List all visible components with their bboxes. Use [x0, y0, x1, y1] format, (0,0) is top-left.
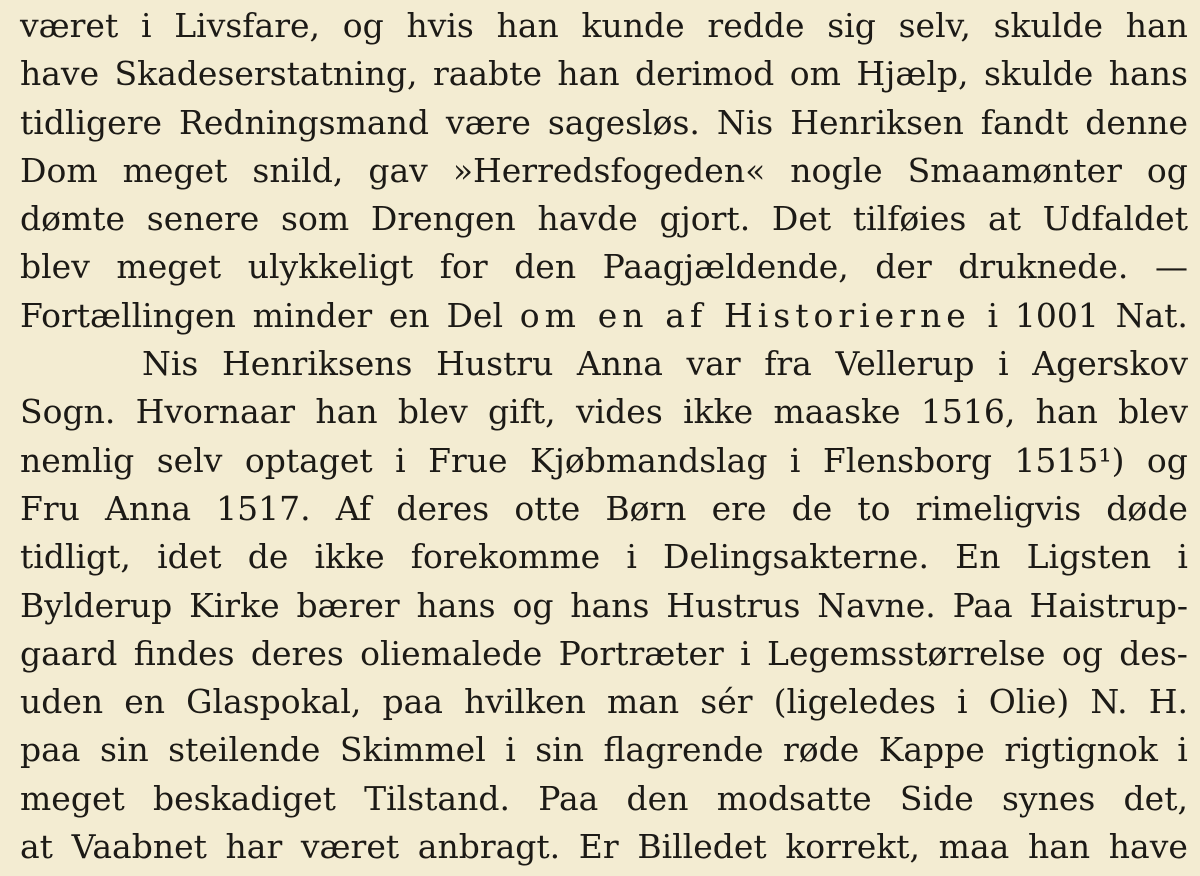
word: i	[626, 537, 637, 577]
word: i	[957, 682, 968, 722]
word: det,	[1123, 778, 1188, 818]
footnote-reference: 1515¹)	[1014, 440, 1125, 480]
word: Kjøbmandslag	[529, 440, 768, 480]
word: minder	[252, 295, 373, 335]
word: de	[791, 488, 833, 528]
word: han	[557, 54, 620, 94]
word: steilende	[168, 730, 321, 770]
word: Glaspokal,	[186, 682, 362, 722]
word: Hvornaar	[135, 392, 296, 432]
text-line	[20, 2, 1188, 50]
word: Vaabnet	[71, 827, 207, 867]
word: —	[1154, 247, 1188, 287]
word: Anna	[576, 344, 663, 384]
word: i	[505, 730, 516, 770]
word: gaard	[20, 633, 118, 673]
word: i	[395, 440, 406, 480]
word: tilføies	[852, 199, 967, 239]
word: rigtignok	[1004, 730, 1158, 770]
word: Er	[578, 827, 619, 867]
word: en	[124, 682, 166, 722]
word: og	[342, 6, 384, 45]
word: en	[597, 295, 649, 335]
word: Dom	[20, 150, 98, 190]
word: Flensborg	[822, 440, 992, 480]
word: korrekt,	[785, 827, 921, 867]
word: modsatte	[716, 778, 872, 818]
word: han	[496, 6, 559, 45]
word: en	[388, 295, 430, 335]
word: af	[665, 295, 708, 335]
word: i	[1177, 537, 1188, 577]
word: har	[225, 827, 283, 867]
word: beskadiget	[153, 778, 336, 818]
word: des-	[1119, 633, 1188, 673]
word: synes	[1002, 778, 1096, 818]
word: nemlig	[20, 440, 135, 480]
word: En	[955, 537, 1001, 577]
word: havde	[537, 199, 638, 239]
word: uden	[20, 682, 104, 722]
word: ulykkeligt	[247, 247, 414, 287]
word: Ligsten	[1026, 537, 1152, 577]
word: Sogn.	[20, 392, 116, 432]
text-line	[20, 340, 1188, 388]
word: Del	[446, 295, 504, 335]
word: ere	[711, 488, 767, 528]
word: (ligeledes	[773, 682, 936, 722]
word: den	[514, 247, 577, 287]
word: skulde	[983, 54, 1094, 94]
word: Fru	[20, 488, 80, 528]
word: Henriksens	[221, 344, 413, 384]
word: Olie)	[988, 682, 1070, 722]
word: Portræter	[558, 633, 724, 673]
word: selv	[156, 440, 223, 480]
word: snild,	[252, 150, 344, 190]
word: dømte	[20, 199, 126, 239]
word: tidligere	[20, 102, 163, 142]
word: 1001	[1014, 295, 1099, 335]
word: Det	[771, 199, 832, 239]
word: fra	[764, 344, 812, 384]
word: forekomme	[410, 537, 601, 577]
word: flagrende	[603, 730, 764, 770]
word: Frue	[428, 440, 508, 480]
word: Livsfare,	[174, 6, 320, 45]
word: gift,	[488, 392, 556, 432]
word: Udfaldet	[1042, 199, 1188, 239]
text-line	[20, 292, 1188, 340]
word: Agerskov	[1032, 344, 1188, 384]
word: om	[519, 295, 581, 335]
word: oliemalede	[360, 633, 543, 673]
word: sagesløs.	[547, 102, 700, 142]
word: røde	[782, 730, 860, 770]
word: »Herredsfogeden«	[452, 150, 766, 190]
word: Anna	[105, 488, 192, 528]
word: at	[988, 199, 1021, 239]
text-line	[20, 99, 1188, 147]
word: være	[445, 102, 531, 142]
word: og	[1146, 150, 1188, 190]
word: tidligt,	[20, 537, 131, 577]
word: døde	[1106, 488, 1188, 528]
word: otte	[514, 488, 581, 528]
word: i	[740, 633, 751, 673]
word: nogle	[790, 150, 883, 190]
word: sér	[700, 682, 753, 722]
word: Legemsstørrelse	[767, 633, 1046, 673]
word: hans	[416, 585, 496, 625]
word: denne	[1085, 102, 1188, 142]
word: blev	[397, 392, 468, 432]
word: 1516,	[920, 392, 1016, 432]
text-line	[20, 50, 1188, 98]
word: paa	[382, 682, 443, 722]
word: ikke	[683, 392, 754, 432]
word: skulde	[993, 6, 1103, 45]
text-line	[20, 775, 1188, 823]
word: Af	[335, 488, 372, 528]
word: Kappe	[878, 730, 985, 770]
word: redde	[707, 6, 805, 45]
word: druknede.	[958, 247, 1129, 287]
word: og	[512, 585, 554, 625]
word: deres	[396, 488, 490, 528]
body-text	[20, 0, 1188, 871]
text-line	[20, 630, 1188, 678]
word: to	[857, 488, 891, 528]
word: for	[439, 247, 488, 287]
word: i	[987, 295, 999, 335]
word: han	[1035, 392, 1098, 432]
text-line	[20, 823, 1188, 871]
word: været	[20, 6, 119, 45]
word: sig	[827, 6, 876, 45]
text-line	[20, 195, 1188, 243]
word: derimod	[635, 54, 775, 94]
word: Paa	[538, 778, 599, 818]
word: i	[140, 6, 152, 45]
word: at	[20, 827, 53, 867]
word: H.	[1148, 682, 1188, 722]
text-line	[20, 147, 1188, 195]
text-line	[20, 437, 1188, 485]
word: Paa	[952, 585, 1013, 625]
word: i	[789, 440, 801, 480]
text-line	[20, 533, 1188, 581]
word: kunde	[581, 6, 685, 45]
word: gav	[368, 150, 428, 190]
word: og	[1061, 633, 1103, 673]
word: bærer	[296, 585, 400, 625]
word: selv,	[898, 6, 971, 45]
word: sin	[99, 730, 149, 770]
word: Nis	[716, 102, 774, 142]
word: hvilken	[464, 682, 586, 722]
word: om	[789, 54, 841, 94]
word: var	[686, 344, 741, 384]
word: Fortællingen	[20, 295, 236, 335]
word: Side	[899, 778, 974, 818]
word: anbragt.	[417, 827, 561, 867]
word: i	[1177, 730, 1188, 770]
word: sin	[535, 730, 584, 770]
word: Nis	[142, 344, 199, 384]
word: Bylderup	[20, 585, 173, 625]
word: Drengen	[370, 199, 516, 239]
word: Nat.	[1115, 295, 1188, 335]
word: Hjælp,	[856, 54, 969, 94]
word: han	[1027, 827, 1091, 867]
word: Børn	[605, 488, 687, 528]
word: Henriksen	[790, 102, 964, 142]
word: paa	[20, 730, 81, 770]
word: meget	[116, 247, 222, 287]
word: som	[281, 199, 350, 239]
word: findes	[133, 633, 235, 673]
text-line	[20, 678, 1188, 726]
word: hans	[570, 585, 650, 625]
word: maaske	[773, 392, 901, 432]
word: have	[20, 54, 100, 94]
word: Historierne	[723, 295, 971, 335]
word: deres	[250, 633, 344, 673]
word: 1517.	[216, 488, 311, 528]
word: ikke	[314, 537, 385, 577]
word: senere	[146, 199, 260, 239]
text-line	[20, 388, 1188, 436]
word: Haistrup-	[1029, 585, 1188, 625]
word: have	[1108, 827, 1188, 867]
word: man	[606, 682, 680, 722]
word: Vellerup	[835, 344, 975, 384]
word: hans	[1108, 54, 1188, 94]
word: Skimmel	[339, 730, 486, 770]
word: Kirke	[189, 585, 280, 625]
word: Redningsmand	[178, 102, 429, 142]
word: været	[300, 827, 400, 867]
word: Paagjældende,	[602, 247, 849, 287]
word: idet	[157, 537, 222, 577]
word: fandt	[980, 102, 1069, 142]
word: raabte	[432, 54, 542, 94]
word: og	[1146, 440, 1188, 480]
word: vides	[575, 392, 663, 432]
word: gjort.	[659, 199, 751, 239]
word: Tilstand.	[364, 778, 510, 818]
word: Billedet	[637, 827, 767, 867]
word: blev	[20, 247, 90, 287]
text-line	[20, 243, 1188, 291]
word: optaget	[244, 440, 373, 480]
word: N.	[1090, 682, 1128, 722]
word: den	[626, 778, 689, 818]
word: Skadeserstatning,	[114, 54, 418, 94]
word: Hustrus	[666, 585, 801, 625]
word: de	[247, 537, 289, 577]
word: hvis	[406, 6, 474, 45]
word: Navne.	[817, 585, 936, 625]
text-line	[20, 726, 1188, 774]
word: i	[998, 344, 1009, 384]
word: han	[1125, 6, 1188, 45]
word: han	[315, 392, 378, 432]
word: meget	[122, 150, 228, 190]
text-line	[20, 485, 1188, 533]
word: rimeligvis	[915, 488, 1082, 528]
word: maa	[938, 827, 1010, 867]
word: Smaamønter	[907, 150, 1122, 190]
word: Delingsakterne.	[663, 537, 929, 577]
word: Hustru	[436, 344, 554, 384]
word: meget	[20, 778, 125, 818]
text-line	[20, 582, 1188, 630]
word: blev	[1118, 392, 1188, 432]
word: der	[875, 247, 932, 287]
